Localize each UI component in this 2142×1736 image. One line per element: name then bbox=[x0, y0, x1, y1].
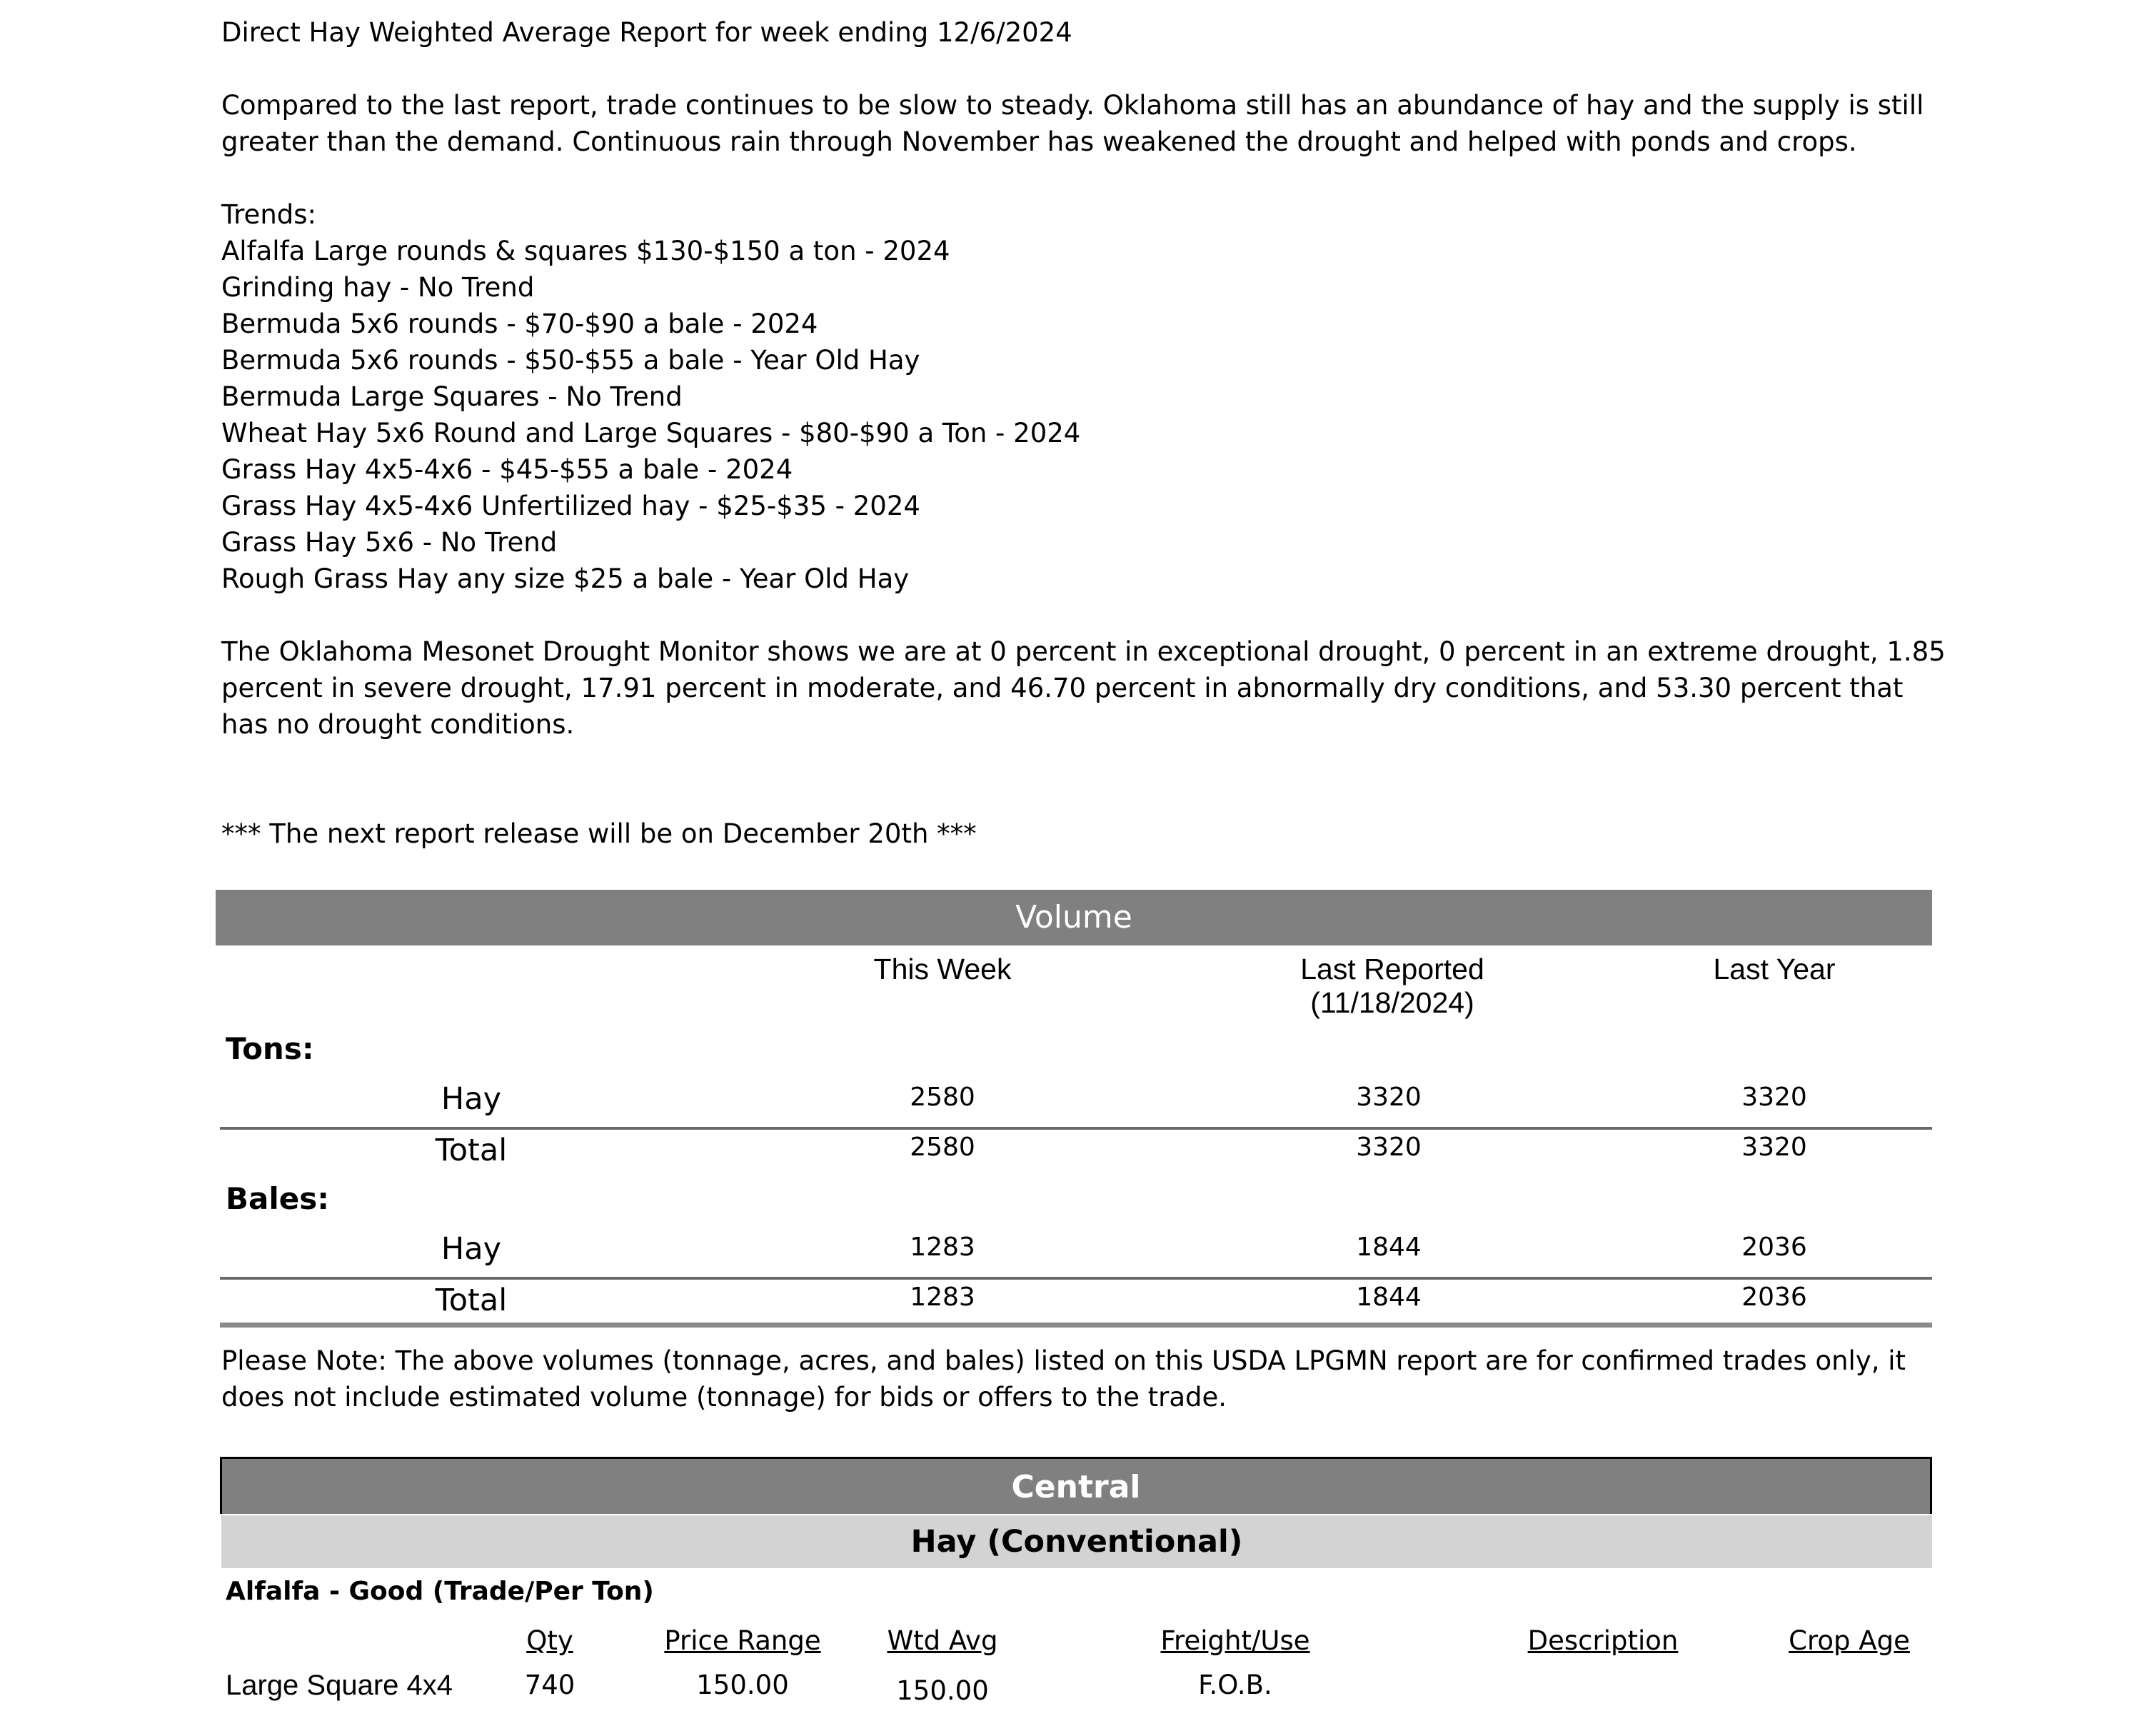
trend-item: Bermuda Large Squares - No Trend bbox=[221, 381, 683, 412]
bales-hay-last-year: 2036 bbox=[1741, 1233, 1807, 1262]
bales-label: Bales: bbox=[226, 1181, 330, 1216]
header-crop-age: Crop Age bbox=[1789, 1625, 1910, 1656]
col-last-reported bbox=[1214, 953, 1571, 1020]
bales-total-label: Total bbox=[435, 1283, 508, 1318]
volume-note: Please Note: The above volumes (tonnage, acres, and bales) listed on this USDA LPGMN report are for confirmed trades only, it does not include estimated volume (tonnage) for bids or offers to the trade. bbox=[221, 1345, 1906, 1413]
region-header: Central bbox=[220, 1457, 1932, 1514]
col-last-reported-date: (11/18/2024) bbox=[1310, 986, 1474, 1019]
bales-total-last-reported: 1844 bbox=[1356, 1283, 1422, 1312]
trends-heading: Trends: bbox=[221, 199, 317, 230]
row-item: Large Square 4x4 bbox=[226, 1670, 453, 1701]
tons-hay-last-reported: 3320 bbox=[1356, 1083, 1422, 1112]
tons-total-last-year: 3320 bbox=[1741, 1133, 1807, 1162]
trend-item: Alfalfa Large rounds & squares $130-$150 a ton - 2024 bbox=[221, 236, 950, 266]
bales-total-rule bbox=[220, 1277, 1932, 1280]
tons-total-label: Total bbox=[435, 1133, 508, 1168]
tons-total-last-reported: 3320 bbox=[1356, 1133, 1422, 1162]
header-wtd-avg: Wtd Avg bbox=[887, 1625, 998, 1656]
col-this-week: This Week bbox=[873, 953, 1012, 985]
bales-hay-label: Hay bbox=[441, 1231, 502, 1267]
trend-item: Grinding hay - No Trend bbox=[221, 272, 535, 303]
volume-bottom-rule bbox=[220, 1323, 1932, 1328]
tons-hay-this-week: 2580 bbox=[910, 1083, 975, 1112]
trend-item: Bermuda 5x6 rounds - $70-$90 a bale - 2024 bbox=[221, 308, 818, 339]
bales-total-last-year: 2036 bbox=[1741, 1283, 1807, 1312]
drought-summary: The Oklahoma Mesonet Drought Monitor shows we are at 0 percent in exceptional drought, 0 percent in an extreme drought, 1.85 percent in severe drought, 17.91 percent in moderate, and 46.70 percent in abnormally dry conditions, and 53.30 percent that has no drought conditions. bbox=[221, 636, 1946, 740]
header-freight-use: Freight/Use bbox=[1160, 1625, 1310, 1656]
report-title: Direct Hay Weighted Average Report for week ending 12/6/2024 bbox=[221, 17, 1072, 48]
header-qty: Qty bbox=[526, 1625, 573, 1656]
trend-item: Rough Grass Hay any size $25 a bale - Year Old Hay bbox=[221, 563, 910, 594]
trend-item: Wheat Hay 5x6 Round and Large Squares - $80-$90 a Ton - 2024 bbox=[221, 418, 1081, 448]
tons-total-rule bbox=[220, 1127, 1932, 1130]
header-price-range: Price Range bbox=[664, 1625, 821, 1656]
trend-item: Grass Hay 4x5-4x6 - $45-$55 a bale - 2024 bbox=[221, 454, 793, 485]
report-intro bbox=[221, 14, 1949, 852]
row-freight-use: F.O.B. bbox=[1198, 1670, 1272, 1700]
tons-label: Tons: bbox=[226, 1031, 314, 1066]
header-description: Description bbox=[1527, 1625, 1679, 1656]
trend-item: Grass Hay 5x6 - No Trend bbox=[221, 527, 558, 558]
product-subhead: Alfalfa - Good (Trade/Per Ton) bbox=[226, 1577, 654, 1606]
bales-total-this-week: 1283 bbox=[910, 1283, 975, 1312]
trend-item: Grass Hay 4x5-4x6 Unfertilized hay - $25-$35 - 2024 bbox=[221, 491, 920, 521]
tons-total-this-week: 2580 bbox=[910, 1133, 975, 1162]
bales-hay-last-reported: 1844 bbox=[1356, 1233, 1422, 1262]
volume-header: Volume bbox=[216, 890, 1932, 945]
col-last-year: Last Year bbox=[1713, 953, 1836, 985]
row-wtd-avg: 150.00 bbox=[896, 1675, 989, 1706]
category-header: Hay (Conventional) bbox=[221, 1515, 1932, 1568]
col-last-reported-label: Last Reported bbox=[1300, 953, 1484, 985]
trend-item: Bermuda 5x6 rounds - $50-$55 a bale - Year Old Hay bbox=[221, 345, 920, 376]
tons-hay-last-year: 3320 bbox=[1741, 1083, 1807, 1112]
next-release-notice: *** The next report release will be on December 20th *** bbox=[221, 818, 977, 849]
tons-hay-label: Hay bbox=[441, 1081, 502, 1117]
bales-hay-this-week: 1283 bbox=[910, 1233, 975, 1262]
row-qty: 740 bbox=[524, 1670, 575, 1700]
market-summary: Compared to the last report, trade continues to be slow to steady. Oklahoma still has an abundance of hay and the supply is still greater than the demand. Continuous rain through November has weakened the drought and helped with ponds and crops. bbox=[221, 90, 1924, 157]
row-price-range: 150.00 bbox=[696, 1670, 789, 1700]
